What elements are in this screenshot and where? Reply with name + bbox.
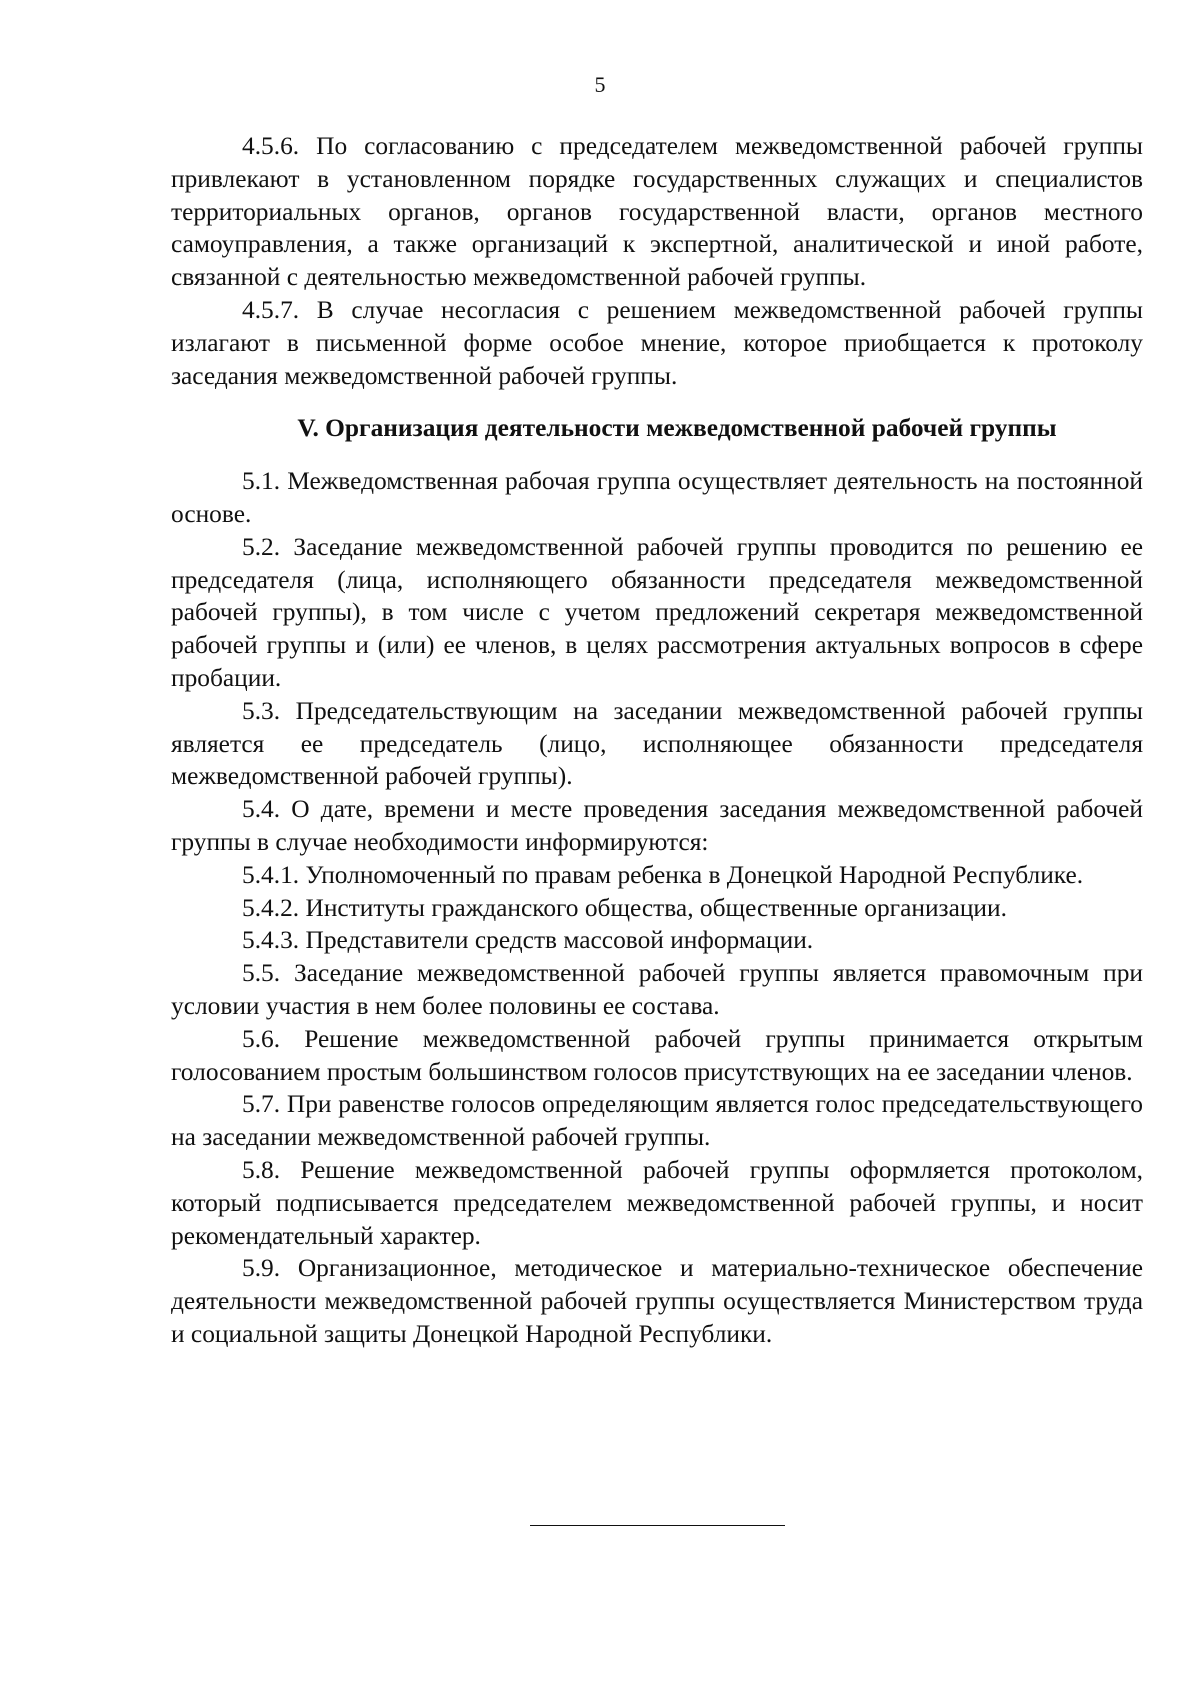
page-number: 5 bbox=[594, 72, 606, 97]
paragraph-5-4-3: 5.4.3. Представители средств массовой информации. bbox=[242, 926, 814, 955]
paragraph-4-5-6: 4.5.6. По согласованию с председателем межведомственной рабочей группы привлекают в установленном порядке государственных служащих и специалистов территориальных органов, органов государственной власти, органов местного самоуправления, а также организаций к экспертной, аналитической и иной работе, связанной с деятельностью межведомственной рабочей группы. bbox=[171, 132, 1143, 292]
paragraph-5-4: 5.4. О дате, времени и месте проведения заседания межведомственной рабочей группы в случае необходимости информируются: bbox=[171, 795, 1143, 856]
paragraph-5-7: 5.7. При равенстве голосов определяющим является голос председательствующего на заседании межведомственной рабочей группы. bbox=[171, 1090, 1143, 1152]
paragraph-5-9: 5.9. Организационное, методическое и материально-техническое обеспечение деятельности межведомственной рабочей группы осуществляется Министерством труда и социальной защиты Донецкой Народной Республики. bbox=[171, 1254, 1143, 1348]
paragraph-5-4-1: 5.4.1. Уполномоченный по правам ребенка в Донецкой Народной Республике. bbox=[242, 860, 1084, 889]
document-body bbox=[171, 130, 1143, 1351]
paragraph-5-1: 5.1. Межведомственная рабочая группа осуществляет деятельность на постоянной основе. bbox=[171, 467, 1143, 528]
paragraph-5-8: 5.8. Решение межведомственной рабочей группы оформляется протоколом, который подписывается председателем межведомственной рабочей группы, и носит рекомендательный характер. bbox=[171, 1155, 1143, 1250]
section-heading: V. Организация деятельности межведомственной рабочей группы bbox=[297, 414, 1057, 443]
paragraph-5-3: 5.3. Председательствующим на заседании межведомственной рабочей группы является ее председатель (лицо, исполняющее обязанности председателя межведомственной рабочей группы). bbox=[171, 696, 1143, 791]
paragraph-5-4-2: 5.4.2. Институты гражданского общества, общественные организации. bbox=[242, 893, 1007, 922]
paragraph-5-2: 5.2. Заседание межведомственной рабочей группы проводится по решению ее председателя (лица, исполняющего обязанности председателя межведомственной рабочей группы), в том числе с учетом предложений секретаря межведомственной рабочей группы и (или) ее членов, в целях рассмотрения актуальных вопросов в сфере пробации. bbox=[171, 532, 1143, 692]
end-of-document-rule bbox=[530, 1525, 785, 1526]
paragraph-5-5: 5.5. Заседание межведомственной рабочей группы является правомочным при условии участия в нем более половины ее состава. bbox=[171, 959, 1143, 1020]
paragraph-4-5-7: 4.5.7. В случае несогласия с решением межведомственной рабочей группы излагают в письменной форме особое мнение, которое приобщается к протоколу заседания межведомственной рабочей группы. bbox=[171, 295, 1143, 390]
paragraph-5-6: 5.6. Решение межведомственной рабочей группы принимается открытым голосованием простым большинством голосов присутствующих на ее заседании членов. bbox=[171, 1024, 1143, 1086]
